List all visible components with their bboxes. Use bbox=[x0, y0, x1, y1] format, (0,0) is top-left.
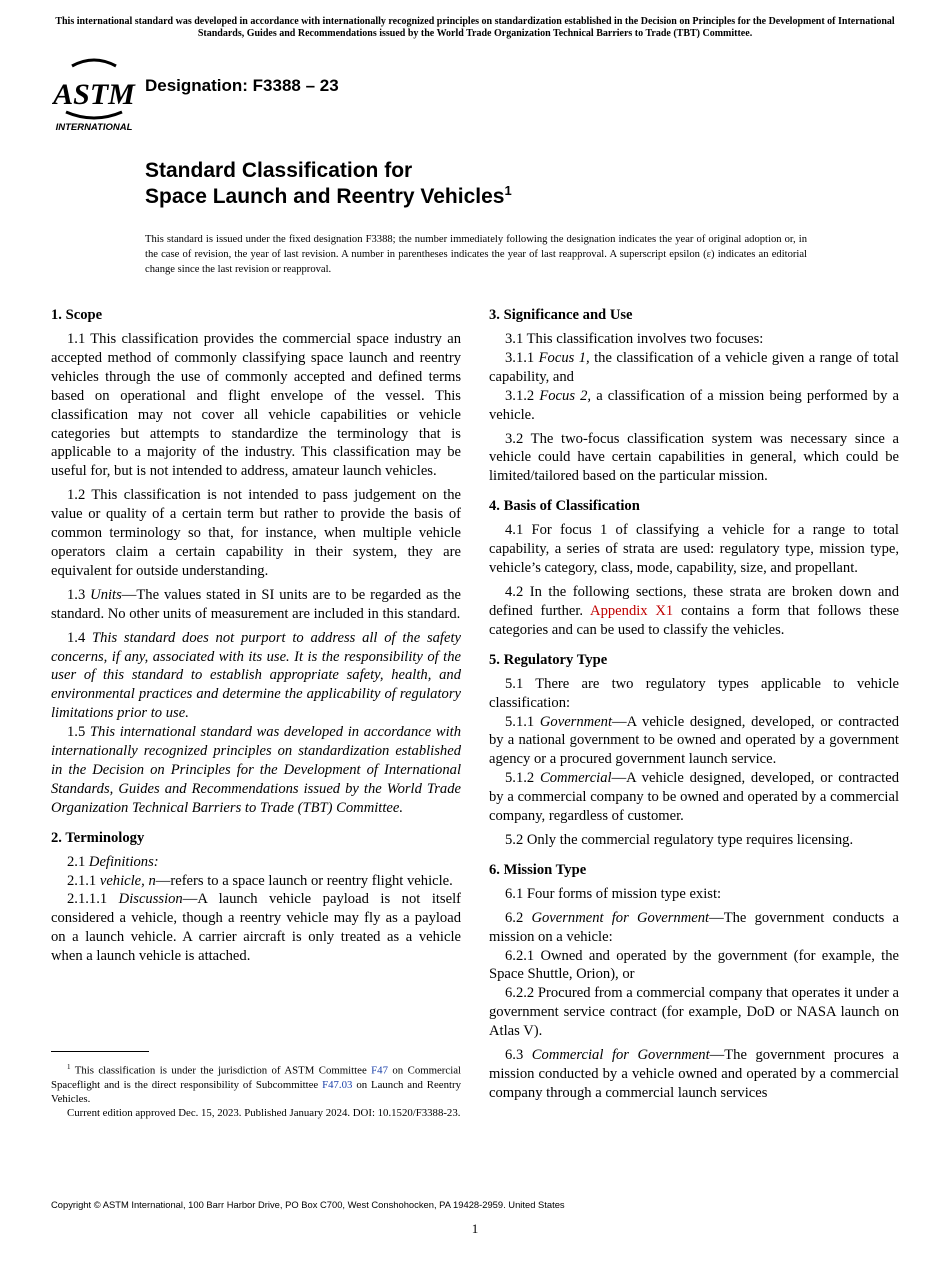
paragraph-3-2: 3.2 The two-focus classification system was necessary since a vehicle could have certain capabilities in general, which could be limited/tailored based on the particular mission. bbox=[489, 430, 899, 485]
section-heading-regulatory: 5. Regulatory Type bbox=[489, 651, 608, 668]
paragraph-6-3: 6.3 Commercial for Government—The government procures a mission conducted by a vehicle owned and operated by a commercial company through a commercial launch services bbox=[489, 1047, 899, 1101]
footnote-1: $^1$ This classification is under the jurisdiction of ASTM Committee F47 on Commercial Spaceflight and is the direct responsibility of Subcommittee F47.03 on Launch and Reentry Vehicles. bbox=[51, 1063, 461, 1106]
paragraph-5-2: 5.2 Only the commercial regulatory type requires licensing. bbox=[505, 831, 854, 848]
logo-text: ASTM bbox=[53, 78, 135, 111]
paragraph-6-2: 6.2 Government for Government—The government conducts a mission on a vehicle: bbox=[489, 909, 899, 945]
section-heading-significance: 3. Significance and Use bbox=[489, 307, 633, 323]
footnote bbox=[51, 1060, 461, 1121]
subcommittee-f47-03-link[interactable]: F47.03 bbox=[322, 1078, 353, 1091]
designation: Designation: F3388 – 23 bbox=[145, 76, 339, 95]
logo-subtext: INTERNATIONAL bbox=[55, 122, 133, 133]
paragraph-3-1: 3.1 This classification involves two focuses: bbox=[505, 331, 764, 347]
right-column bbox=[489, 306, 899, 1103]
section-heading-mission: 6. Mission Type bbox=[489, 861, 587, 878]
paragraph-4-2: 4.2 In the following sections, these strata are broken down and defined further. Appendix X1 contains a form that follows these categories and can be used to classify the vehicles. bbox=[489, 583, 899, 638]
paragraph-5-1: 5.1 There are two regulatory types applicable to vehicle classification: bbox=[489, 675, 899, 711]
left-column bbox=[51, 306, 461, 966]
paragraph-6-1: 6.1 Four forms of mission type exist: bbox=[505, 885, 722, 902]
term-units: Units bbox=[90, 586, 122, 603]
appendix-x1-link[interactable]: Appendix X1 bbox=[590, 602, 674, 619]
paragraph-3-1-2: 3.1.2 Focus 2, a classification of a mission being performed by a vehicle. bbox=[489, 387, 899, 423]
paragraph-2-1: 2.1 Definitions: bbox=[67, 853, 159, 870]
footnote-edition: Current edition approved Dec. 15, 2023. Published January 2024. DOI: 10.1520/F3388-23. bbox=[67, 1107, 461, 1120]
paragraph-3-1-1: 3.1.1 Focus 1, the classification of a vehicle given a range of total capability, and bbox=[489, 349, 899, 385]
paragraph-5-1-1: 5.1.1 Government—A vehicle designed, developed, or contracted by a national government to be owned and operated by a government agency or a procured government launch service. bbox=[489, 713, 899, 768]
section-heading-basis: 4. Basis of Classification bbox=[489, 498, 640, 515]
paragraph-2-1-1: 2.1.1 vehicle, n—refers to a space launch or reentry flight vehicle. bbox=[67, 872, 453, 889]
paragraph-1-2: 1.2 This classification is not intended to pass judgement on the value or quality of a certain term but rather to provide the basis of common terminology so that, for instance, when multiple vehicle operators claim a certain capability in their system, they are equivalent for outside understanding. bbox=[51, 487, 461, 579]
section-heading-terminology: 2. Terminology bbox=[51, 829, 145, 846]
page-number: 1 bbox=[471, 1221, 479, 1236]
footnote-divider bbox=[51, 1051, 149, 1052]
title-footnote-mark: 1 bbox=[504, 183, 512, 198]
issue-note: This standard is issued under the fixed designation F3388; the number immediately following the designation indicates the year of original adoption or, in the case of revision, the year of last revision. A number in parentheses indicates the year of last reapproval. A superscript epsilon (ε) indicates an editorial change since the last revision or reapproval. bbox=[145, 234, 807, 275]
paragraph-6-2-1: 6.2.1 Owned and operated by the government (for example, the Space Shuttle, Orion), or bbox=[489, 947, 899, 983]
committee-f47-link[interactable]: F47 bbox=[371, 1064, 388, 1077]
paragraph-6-2-2: 6.2.2 Procured from a commercial company that operates it under a government service contract (for example, DoD or NASA launch on Atlas V). bbox=[489, 985, 899, 1040]
astm-logo-icon bbox=[52, 56, 136, 134]
paragraph-2-1-1-1: 2.1.1.1 Discussion—A launch vehicle payload is not itself considered a vehicle, though a reentry vehicle may fly as a payload on a launch vehicle. A carrier aircraft is only treated as a vehicle when a launch vehicle is attached. bbox=[51, 891, 461, 965]
paragraph-1-1: 1.1 This classification provides the commercial space industry an accepted method of commonly classifying space launch and reentry vehicles through the use of commonly accepted and defined terms based on operational and flight envelope of the vessel. This classification may not cover all vehicle capabilities or vehicle categories but attempts to standardize the terminology that is applicable to a majority of the industry. This classification may be useful for, but is not intended to address, amateur launch vehicles. bbox=[51, 331, 461, 480]
paragraph-1-3: 1.3 Units—The values stated in SI units are to be regarded as the standard. No other units of measurement are included in this standard. bbox=[51, 586, 461, 622]
paragraph-1-5: 1.5 This international standard was developed in accordance with internationally recognized principles on standardization established in the Decision on Principles for the Development of International Standards, Guides and Recommendations issued by the World Trade Organization Technical Barriers to Trade (TBT) Committee. bbox=[51, 724, 462, 816]
copyright-notice: Copyright © ASTM International, 100 Barr Harbor Drive, PO Box C700, West Conshohocken, PA 19428-2959. United States bbox=[51, 1199, 565, 1210]
section-heading-scope: 1. Scope bbox=[51, 307, 103, 323]
paragraph-1-4: 1.4 This standard does not purport to address all of the safety concerns, if any, associated with its use. It is the responsibility of the user of this standard to establish appropriate safety, health, and environmental practices and determine the applicability of regulatory limitations prior to use. bbox=[51, 629, 461, 722]
page-title bbox=[145, 158, 512, 210]
title-line-1: Standard Classification for bbox=[145, 159, 413, 182]
paragraph-4-1: 4.1 For focus 1 of classifying a vehicle for a range to total capability, a series of strata are used: regulatory type, mission type, vehicle’s category, class, mode, capability, size, and propellant. bbox=[489, 522, 899, 577]
paragraph-5-1-2: 5.1.2 Commercial—A vehicle designed, developed, or contracted by a commercial company to be owned and operated by a commercial company, regardless of customer. bbox=[489, 770, 899, 825]
top-notice: This international standard was developed in accordance with internationally recognized principles on standardization established in the Decision on Principles for the Development of International Standards, Guides and Recommendations issued by the World Trade Organization Technical Barriers to Trade (TBT) Committee. bbox=[55, 16, 895, 39]
title-line-2: Space Launch and Reentry Vehicles bbox=[145, 185, 505, 208]
